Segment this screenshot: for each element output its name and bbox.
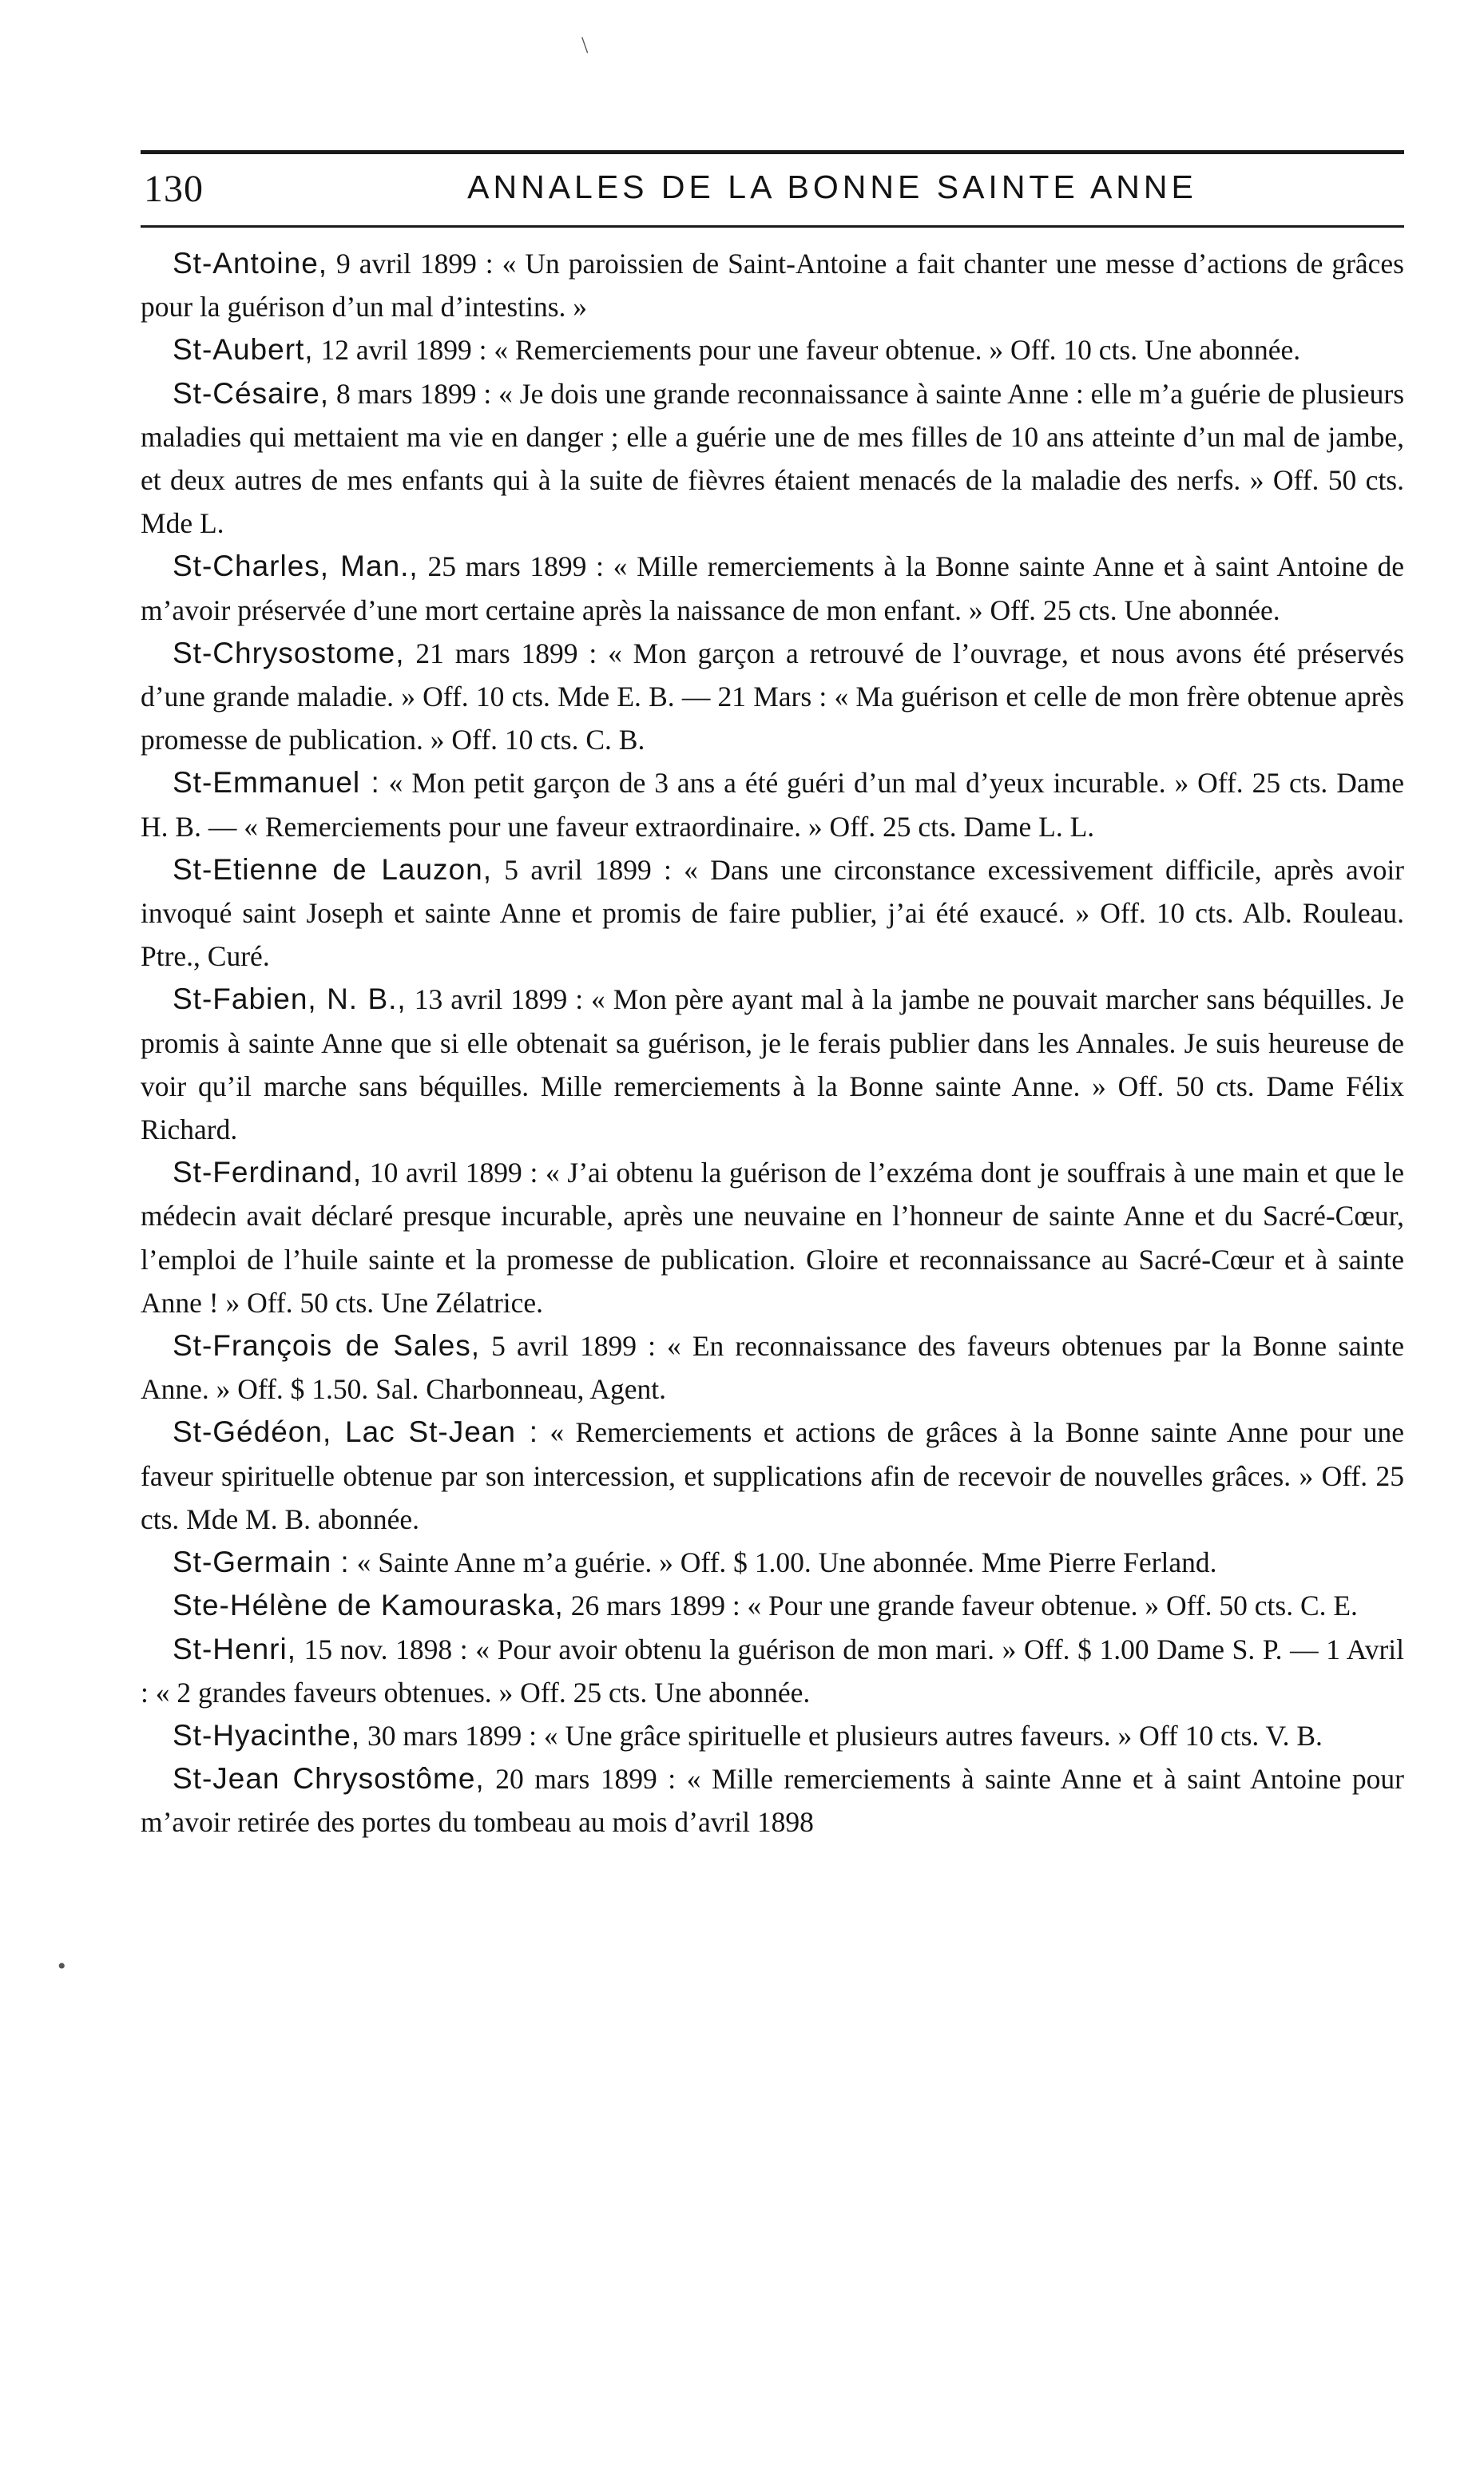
entry-place: St-Henri, — [173, 1632, 296, 1665]
entry-place: St-Césaire, — [173, 376, 330, 410]
entry — [141, 848, 1404, 978]
entry-place: St-Antoine, — [173, 247, 328, 280]
entry-place: St-Germain : — [173, 1546, 350, 1579]
entry — [141, 328, 1404, 371]
entry-place: St-François de Sales, — [173, 1329, 481, 1363]
entry — [141, 761, 1404, 847]
entry-text: 8 mars 1899 : « Je dois une grande reconnaissance à sainte Anne : elle m’a guérie de plusieurs maladies qui mettaient ma vie en danger ; elle a guérie une de mes filles de 10 ans atteinte d’un mal de jambe, et deux autres de mes enfants qui à la suite de fièvres étaient menacés de la maladie des nerfs. » Off. 50 cts. Mde L. — [141, 377, 1405, 540]
entry-text: 12 avril 1899 : « Remerciements pour une faveur obtenue. » Off. 10 cts. Une abonnée. — [320, 334, 1301, 367]
entry — [141, 545, 1404, 631]
entry — [141, 1541, 1404, 1584]
entry — [141, 632, 1404, 762]
entry-place: St-Gédéon, Lac St-Jean : — [173, 1415, 539, 1449]
entry-place: St-Hyacinthe, — [173, 1718, 361, 1752]
entry-text: « Remerciements et actions de grâces à la Bonne sainte Anne pour une faveur spirituelle obtenue par son intercession, et supplications afin de recevoir de nouvelles grâces. » Off. 25 cts. Mde M. B. abonnée. — [141, 1416, 1404, 1535]
entry-text: 20 mars 1899 : « Mille remerciements à sainte Anne et à saint Antoine pour m’avoir retirée des portes du tombeau au mois d’avril 1898 — [141, 1763, 1404, 1839]
stray-mark: • — [58, 1953, 66, 1979]
book-page — [141, 150, 1404, 1844]
stray-mark: \ — [581, 32, 589, 58]
entry — [141, 1584, 1404, 1627]
entry-text: 5 avril 1899 : « Dans une circonstance excessivement difficile, après avoir invoqué saint Joseph et sainte Anne et promis de faire publier, j’ai été exaucé. » Off. 10 cts. Alb. Rouleau. Ptre., Curé. — [141, 853, 1405, 973]
entry-text: 25 mars 1899 : « Mille remerciements à la Bonne sainte Anne et à saint Antoine de m’avoir préservée d’une mort certaine après la naissance de mon enfant. » Off. 25 cts. Une abonnée. — [141, 550, 1404, 626]
entry-text: 21 mars 1899 : « Mon garçon a retrouvé de l’ouvrage, et nous avons été préservés d’une grande maladie. » Off. 10 cts. Mde E. B. — 21 Mars : « Ma guérison et celle de mon frère obtenue après promesse de publication. » Off. 10 cts. C. B. — [141, 637, 1405, 756]
entry-place: St-Fabien, N. B., — [173, 982, 407, 1016]
entry-place: St-Chrysostome, — [173, 636, 405, 669]
entry — [141, 1628, 1404, 1714]
entry-text: « Sainte Anne m’a guérie. » Off. $ 1.00. Une abonnée. Mme Pierre Ferland. — [356, 1546, 1217, 1579]
entry — [141, 1411, 1404, 1541]
header-rule-bottom — [141, 225, 1404, 228]
entry-text: 30 mars 1899 : « Une grâce spirituelle et plusieurs autres faveurs. » Off 10 cts. V. B. — [367, 1719, 1323, 1752]
entry-place: St-Ferdinand, — [173, 1156, 363, 1189]
entry — [141, 242, 1404, 328]
entry — [141, 1151, 1404, 1324]
entry-place: St-Aubert, — [173, 333, 314, 367]
entry — [141, 372, 1404, 546]
page-header — [141, 154, 1404, 234]
entry — [141, 1757, 1404, 1844]
entry-place: St-Charles, Man., — [173, 550, 419, 583]
page-number: 130 — [144, 168, 204, 210]
running-title: ANNALES DE LA BONNE SAINTE ANNE — [467, 169, 1197, 205]
entry-text: 10 avril 1899 : « J’ai obtenu la guérison de l’exzéma dont je souffrais à une main et que le médecin avait déclaré presque incurable, après une neuvaine en l’honneur de sainte Anne et du Sacré-Cœur, l’emploi de l’huile sainte et la promesse de publication. Gloire et reconnaissance au Sacré-Cœur et à sainte Anne ! » Off. 50 cts. Une Zélatrice. — [141, 1157, 1404, 1319]
entry-place: St-Jean Chrysostôme, — [173, 1762, 485, 1796]
entry — [141, 1324, 1404, 1411]
entry — [141, 978, 1404, 1151]
entry-place: St-Etienne de Lauzon, — [173, 852, 492, 886]
entry-text: « Mon petit garçon de 3 ans a été guéri d’un mal d’yeux incurable. » Off. 25 cts. Dame H. B. — « Remerciements pour une faveur extraordinaire. » Off. 25 cts. Dame L. L. — [141, 767, 1404, 843]
entry-text: 13 avril 1899 : « Mon père ayant mal à la jambe ne pouvait marcher sans béquilles. Je promis à sainte Anne que si elle obtenait sa guérison, je le ferais publier dans les Annales. Je suis heureuse de voir qu’il marche sans béquilles. Mille remerciements à la Bonne sainte Anne. » Off. 50 cts. Dame Félix Richard. — [141, 983, 1404, 1146]
entries-list — [141, 242, 1404, 1844]
entry — [141, 1714, 1404, 1757]
entry-text: 15 nov. 1898 : « Pour avoir obtenu la guérison de mon mari. » Off. $ 1.00 Dame S. P. — 1 Avril : « 2 grandes faveurs obtenues. » Off. 25 cts. Une abonnée. — [141, 1633, 1405, 1709]
entry-place: St-Emmanuel : — [173, 766, 380, 800]
entry-place: Ste-Hélène de Kamouraska, — [173, 1589, 564, 1622]
entry-text: 5 avril 1899 : « En reconnaissance des faveurs obtenues par la Bonne sainte Anne. » Off. $ 1.50. Sal. Charbonneau, Agent. — [141, 1330, 1404, 1406]
entry-text: 26 mars 1899 : « Pour une grande faveur obtenue. » Off. 50 cts. C. E. — [570, 1590, 1358, 1622]
entry-text: 9 avril 1899 : « Un paroissien de Saint-Antoine a fait chanter une messe d’actions de grâces pour la guérison d’un mal d’intestins. » — [141, 248, 1404, 324]
